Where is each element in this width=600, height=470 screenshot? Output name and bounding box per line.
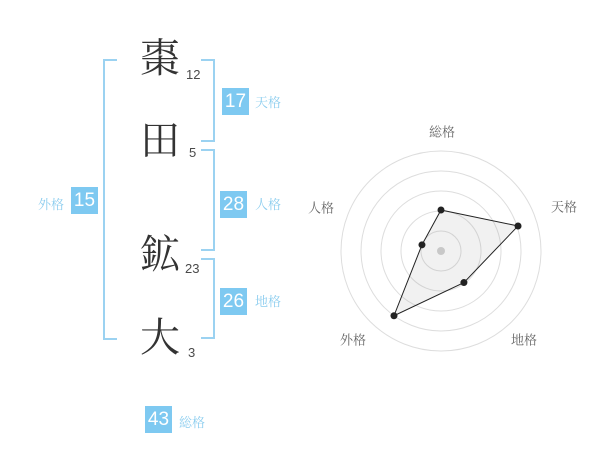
name-character: 鉱 xyxy=(140,233,180,277)
tenkaku-score-badge: 17 xyxy=(222,88,249,115)
radar-grid-ring xyxy=(381,191,501,311)
radar-data-point xyxy=(438,207,445,214)
radar-grid-ring xyxy=(401,211,481,291)
radar-data-point xyxy=(418,241,425,248)
name-character: 棗 xyxy=(140,37,180,81)
radar-grid-ring xyxy=(361,171,521,331)
radar-grid-ring xyxy=(421,231,461,271)
jinkaku-score-label: 人格 xyxy=(255,197,282,212)
gaikaku-score-badge: 15 xyxy=(71,187,98,214)
stroke-count: 12 xyxy=(186,67,201,82)
jinkaku-score-badge: 28 xyxy=(220,191,247,218)
radar-data-point xyxy=(515,222,522,229)
tenkaku-score-label: 天格 xyxy=(255,95,282,110)
chikaku-score-badge: 26 xyxy=(220,288,247,315)
soukaku-score-label: 総格 xyxy=(179,415,206,430)
name-character: 田 xyxy=(140,119,180,163)
soukaku-score-badge: 43 xyxy=(145,406,172,433)
jinkaku-bracket xyxy=(201,149,215,251)
stroke-count: 23 xyxy=(185,261,200,276)
radar-data-polygon xyxy=(394,210,518,316)
stroke-count: 5 xyxy=(189,145,197,160)
radar-grid-ring xyxy=(341,151,541,351)
tenkaku-bracket xyxy=(201,59,215,142)
gaikaku-bracket xyxy=(103,59,117,340)
chikaku-score-label: 地格 xyxy=(255,294,282,309)
radar-axis-label: 天格 xyxy=(550,199,578,215)
gaikaku-score-label: 外格 xyxy=(37,197,64,212)
radar-axis-label: 地格 xyxy=(510,332,538,348)
chikaku-bracket xyxy=(201,258,215,339)
radar-axis-label: 人格 xyxy=(307,200,335,216)
radar-data-point xyxy=(390,312,397,319)
radar-data-point xyxy=(460,279,467,286)
name-character: 大 xyxy=(140,316,180,360)
radar-axis-label: 総格 xyxy=(428,124,456,140)
radar-center-dot xyxy=(437,247,445,255)
stroke-count: 3 xyxy=(188,345,196,360)
radar-axis-label: 外格 xyxy=(339,332,367,348)
